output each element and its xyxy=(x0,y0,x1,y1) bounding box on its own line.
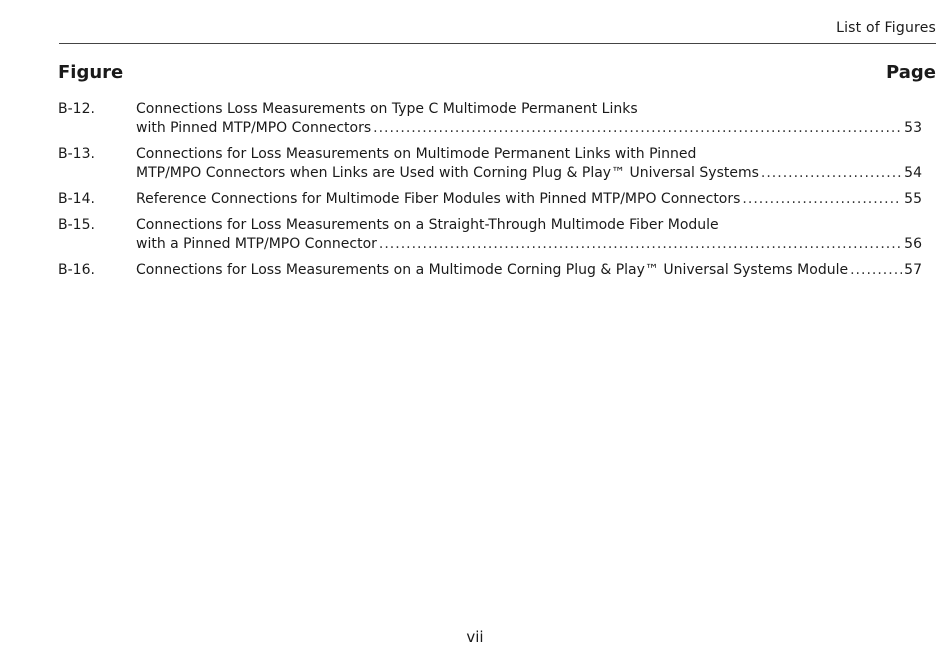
figure-title-line2: MTP/MPO Connectors when Links are Used with Corning Plug & Play™ Universal Systems xyxy=(136,165,759,181)
figure-number: B-15. xyxy=(58,217,95,233)
page-column-heading: Page xyxy=(886,62,936,83)
dot-leader xyxy=(742,190,902,209)
figure-title: Reference Connections for Multimode Fiber Modules with Pinned MTP/MPO Connectors xyxy=(136,191,741,207)
figure-page-number: 53 xyxy=(904,120,922,136)
dot-leader xyxy=(373,119,902,138)
figure-number: B-12. xyxy=(58,101,95,117)
figure-page-number: 56 xyxy=(904,236,922,252)
figure-entry-b15[interactable] xyxy=(58,216,922,254)
figure-entry-b14[interactable] xyxy=(58,190,922,209)
figure-title-line1: Connections Loss Measurements on Type C Multimode Permanent Links xyxy=(136,101,638,117)
figure-number: B-14. xyxy=(58,191,95,207)
figure-title-line1: Connections for Loss Measurements on Multimode Permanent Links with Pinned xyxy=(136,146,697,162)
figure-number: B-13. xyxy=(58,146,95,162)
figure-number: B-16. xyxy=(58,262,95,278)
header-rule xyxy=(59,43,936,44)
running-header-title: List of Figures xyxy=(836,20,936,36)
page-number-footer: vii xyxy=(466,628,484,646)
figure-title-line1: Connections for Loss Measurements on a Straight-Through Multimode Fiber Module xyxy=(136,217,719,233)
figure-entry-b16[interactable] xyxy=(58,261,922,280)
figure-title-line2: with Pinned MTP/MPO Connectors xyxy=(136,120,372,136)
figure-page-number: 54 xyxy=(904,165,922,181)
dot-leader xyxy=(379,235,902,254)
figure-column-heading: Figure xyxy=(58,62,124,83)
figure-page-number: 57 xyxy=(904,262,922,278)
figure-page-number: 55 xyxy=(904,191,922,207)
figure-title: Connections for Loss Measurements on a Multimode Corning Plug & Play™ Universal Systems Module xyxy=(136,262,849,278)
figure-title-line2: with a Pinned MTP/MPO Connector xyxy=(136,236,377,252)
dot-leader xyxy=(761,164,902,183)
figure-entry-b13[interactable] xyxy=(58,145,922,183)
figure-entry-b12[interactable] xyxy=(58,100,922,138)
list-of-figures xyxy=(58,100,922,287)
dot-leader xyxy=(850,261,902,280)
